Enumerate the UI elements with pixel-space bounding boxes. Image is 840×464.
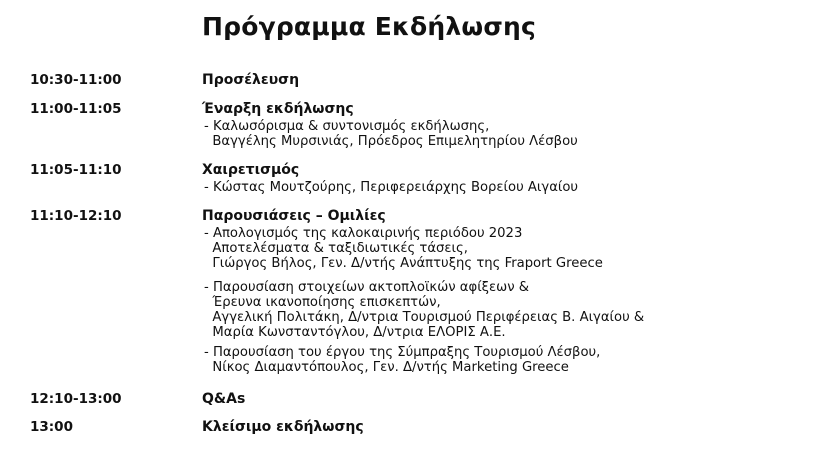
schedule-time: 12:10-13:00 <box>30 391 122 407</box>
schedule-detail: - Παρουσίαση στοιχείων ακτοπλοϊκών αφίξεων & Έρευνα ικανοποίησης επισκεπτών, Αγγελική Πολιτάκη, Δ/ντρια Τουρισμού Περιφέρειας Β. Αιγαίου & Μαρία Κωνσταντόγλου, Δ/ντρια ΕΛΟΡΙΣ Α.Ε. <box>204 280 645 340</box>
schedule-heading: Χαιρετισμός <box>202 162 300 178</box>
schedule-heading: Q&As <box>202 391 246 407</box>
schedule-time: 11:05-11:10 <box>30 162 122 178</box>
schedule-heading: Έναρξη εκδήλωσης <box>202 101 354 117</box>
schedule-time: 10:30-11:00 <box>30 72 122 88</box>
schedule-time: 11:00-11:05 <box>30 101 122 117</box>
page-title: Πρόγραμμα Εκδήλωσης <box>202 12 537 41</box>
schedule-detail: - Απολογισμός της καλοκαιρινής περιόδου 2023 Αποτελέσματα & ταξιδιωτικές τάσεις, Γιώργος Βήλος, Γεν. Δ/ντής Ανάπτυξης της Fraport Greece <box>204 226 603 271</box>
schedule-time: 13:00 <box>30 419 73 435</box>
schedule-detail: - Καλωσόρισμα & συντονισμός εκδήλωσης, Βαγγέλης Μυρσινιάς, Πρόεδρος Επιμελητηρίου Λέσβου <box>204 119 578 149</box>
schedule-detail: - Κώστας Μουτζούρης, Περιφερειάρχης Βορείου Αιγαίου <box>204 180 579 195</box>
schedule-heading: Κλείσιμο εκδήλωσης <box>202 419 364 435</box>
schedule-time: 11:10-12:10 <box>30 208 122 224</box>
schedule-heading: Παρουσιάσεις – Ομιλίες <box>202 208 386 224</box>
schedule-heading: Προσέλευση <box>202 72 300 88</box>
schedule-detail: - Παρουσίαση του έργου της Σύμπραξης Τουρισμού Λέσβου, Νίκος Διαμαντόπουλος, Γεν. Δ/ντής Marketing Greece <box>204 345 601 375</box>
